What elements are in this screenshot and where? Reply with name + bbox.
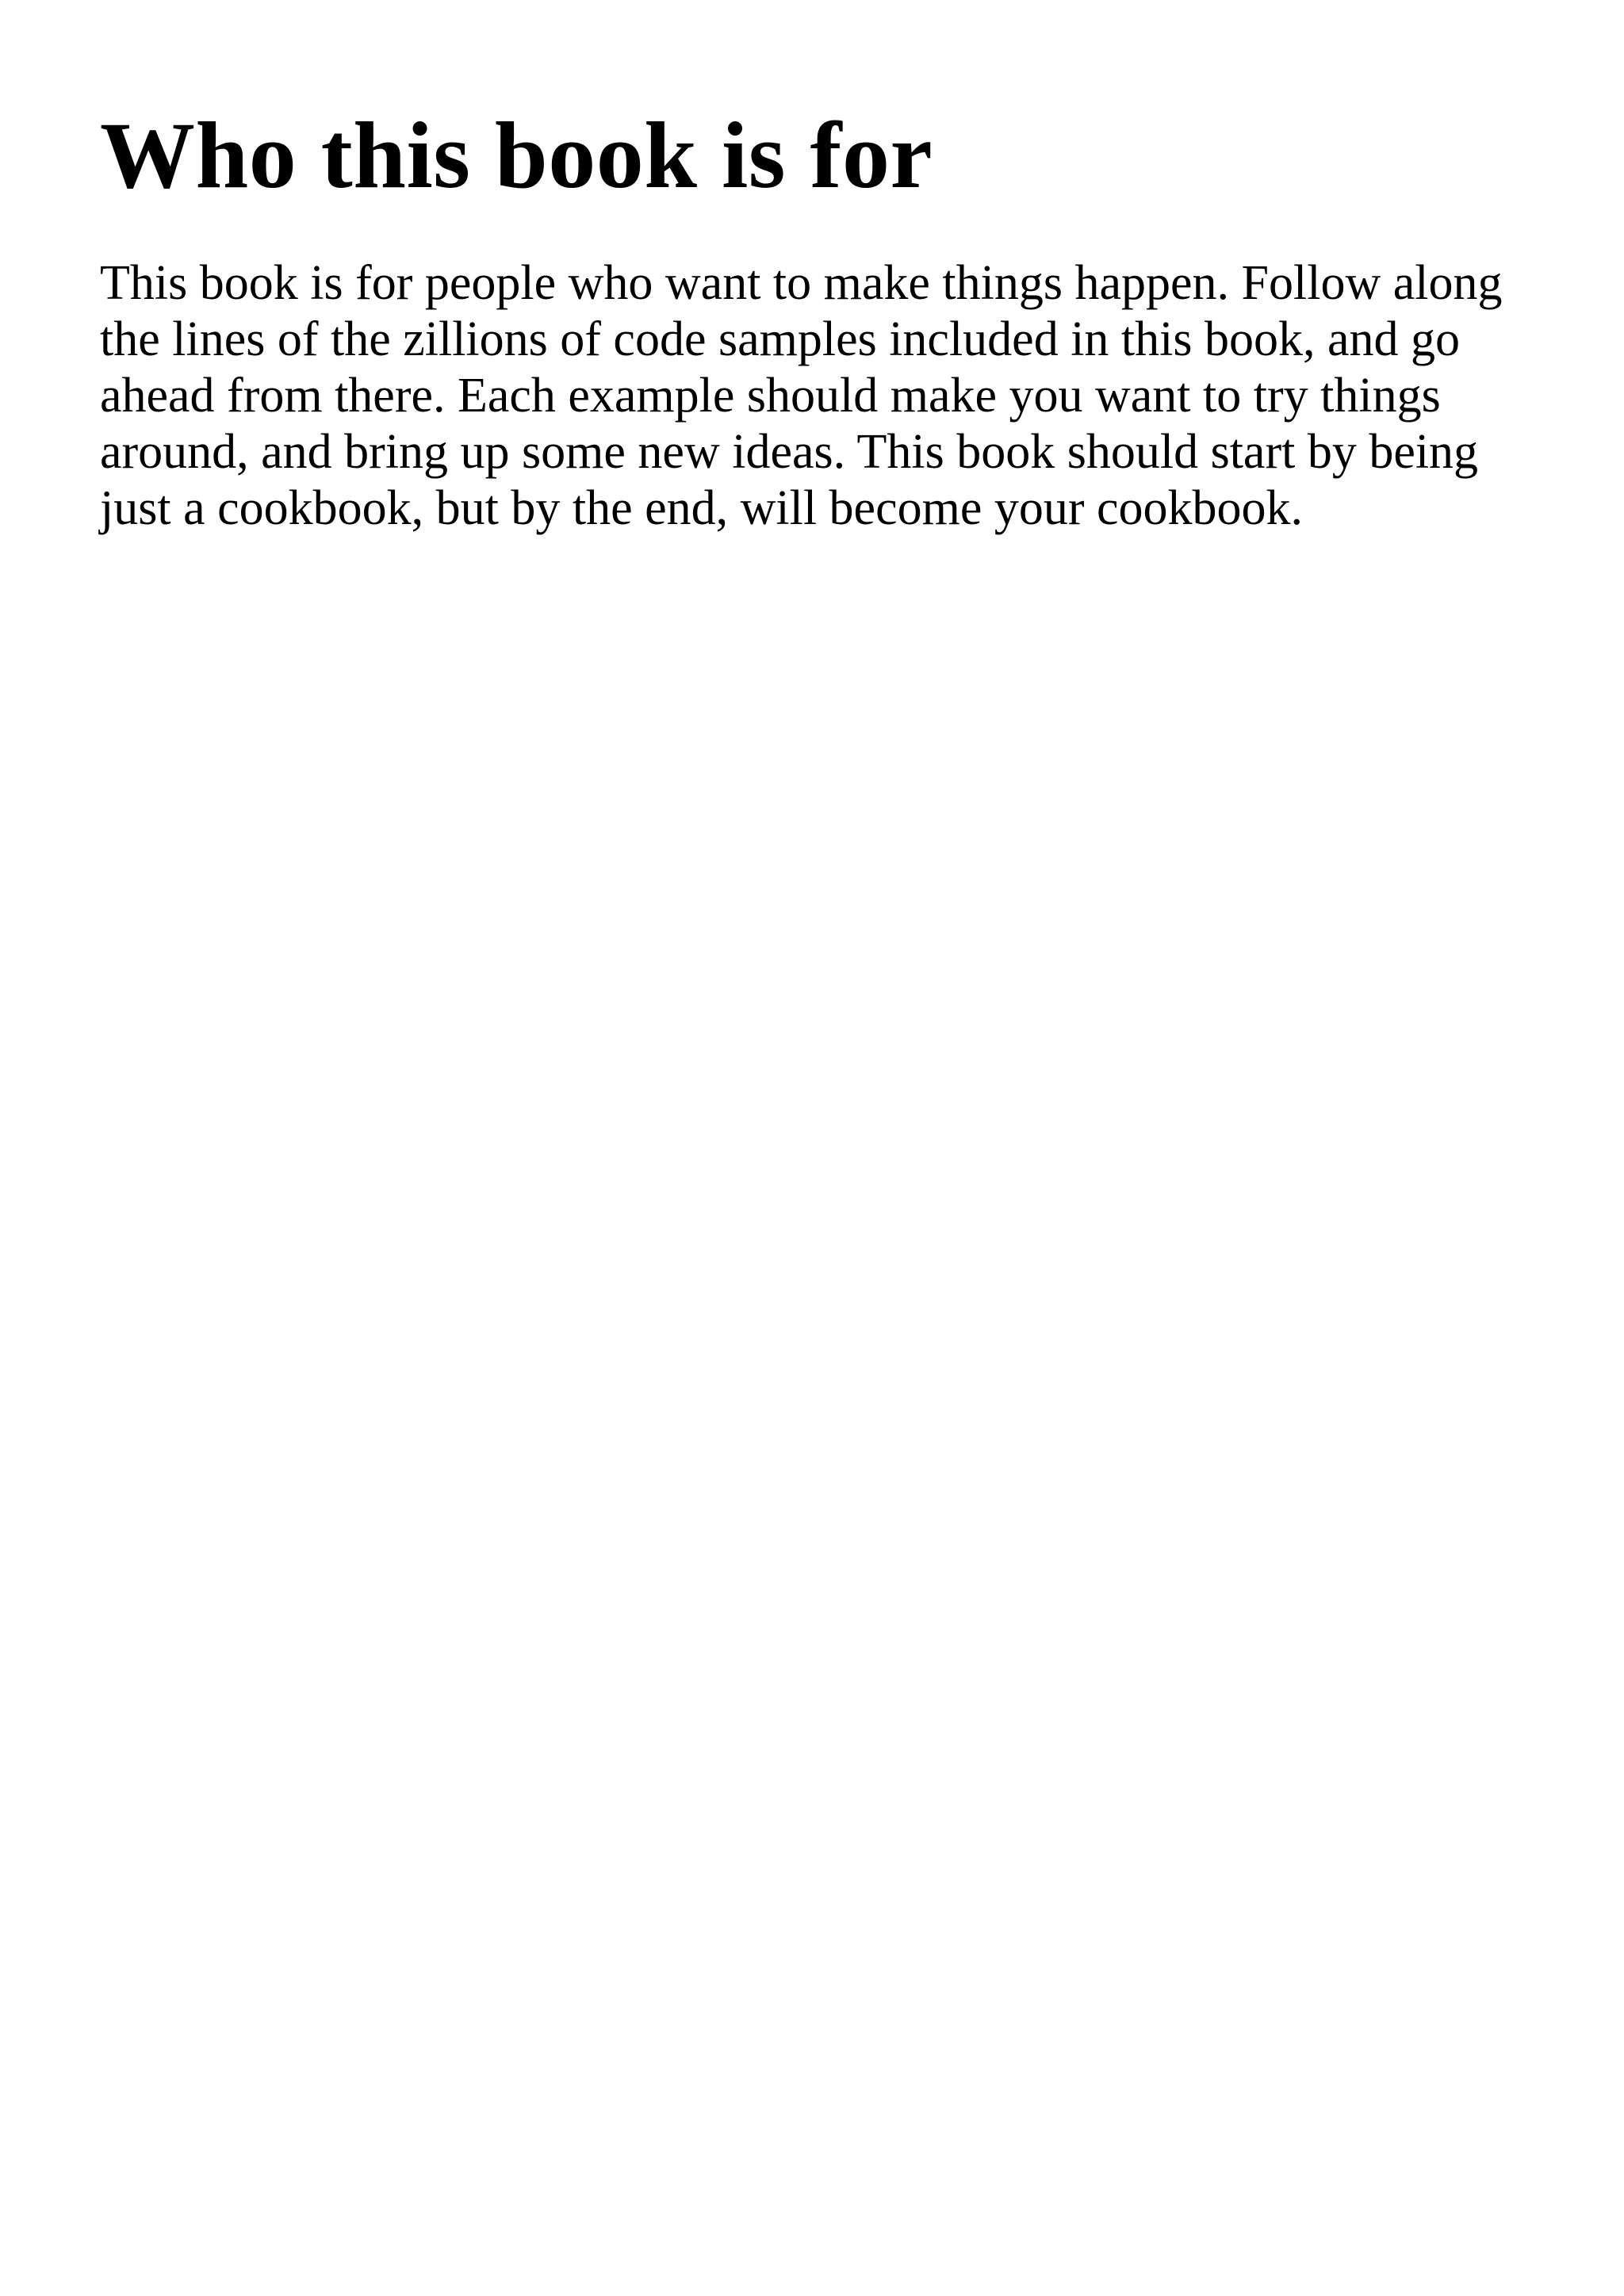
section-heading: Who this book is for — [100, 102, 933, 208]
body-paragraph: This book is for people who want to make things happen. Follow along the lines of the zillions of code samples included in this book, and go ahead from there. Each example should make you want to try things around, and bring up some new ideas. This book should start by being just a cookbook, but by the end, will become your cookbook. — [100, 256, 1503, 535]
page-content — [100, 103, 1527, 537]
